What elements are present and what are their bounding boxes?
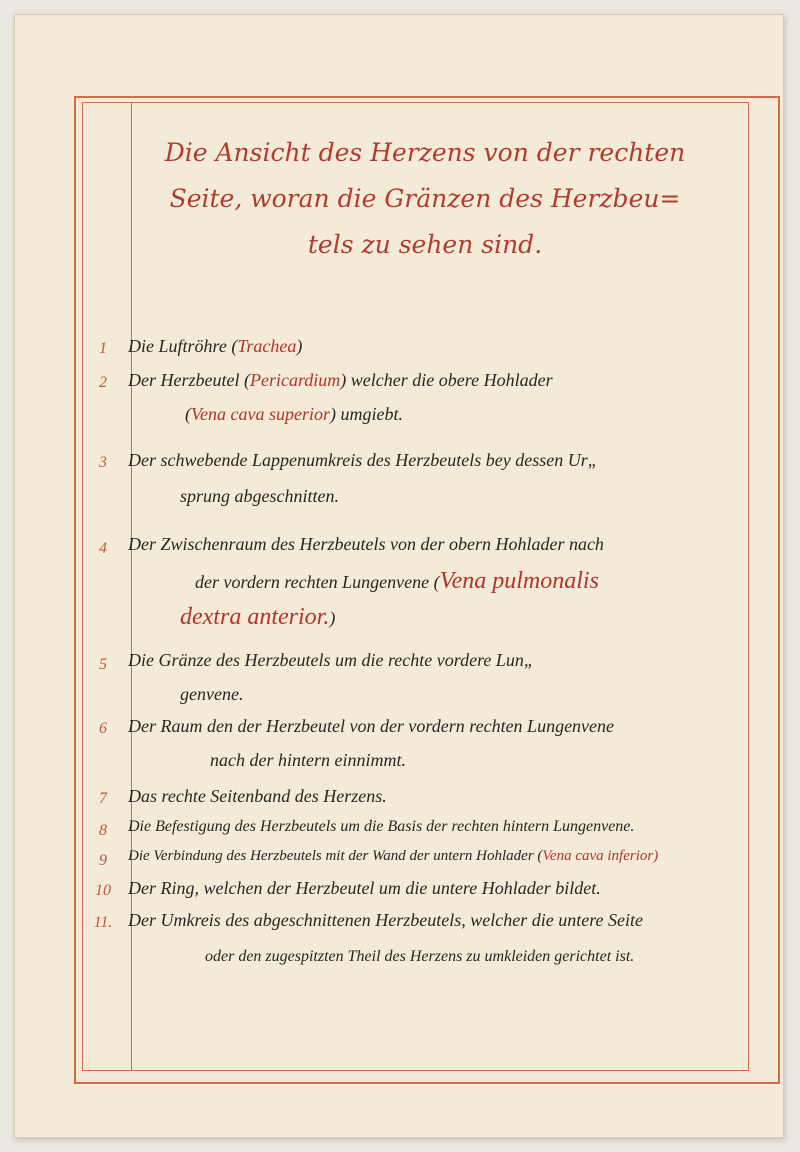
item-text: Die Luftröhre ( bbox=[128, 336, 238, 356]
item-text: Der schwebende Lappenumkreis des Herzbeutels bey dessen Ur„ bbox=[128, 450, 598, 470]
item-text: ) bbox=[296, 336, 303, 356]
list-item bbox=[128, 336, 302, 357]
item-text: oder den zugespitzten Theil des Herzens zu umkleiden gerichtet ist. bbox=[205, 948, 635, 965]
list-item-continuation bbox=[180, 684, 243, 705]
title-line: tels zu sehen sind. bbox=[307, 230, 543, 259]
title-line: Seite, woran die Gränzen des Herzbeu= bbox=[169, 184, 681, 213]
list-item-continuation bbox=[205, 948, 634, 966]
item-text: Die Befestigung des Herzbeutels um die Basis der rechten hintern Lungenvene. bbox=[128, 818, 635, 835]
item-number: 3 bbox=[99, 454, 107, 471]
latin-term: Trachea bbox=[237, 336, 297, 356]
list-item-continuation bbox=[185, 404, 403, 425]
list-item-continuation bbox=[210, 750, 406, 771]
item-number: 10 bbox=[95, 882, 111, 899]
item-number: 2 bbox=[99, 374, 107, 391]
latin-term: Pericardium bbox=[249, 370, 341, 390]
page-title bbox=[140, 130, 710, 268]
list-item-continuation bbox=[180, 486, 339, 507]
item-text: ) umgiebt. bbox=[329, 404, 403, 424]
item-text: Der Raum den der Herzbeutel von der vordern rechten Lungenvene bbox=[128, 716, 615, 736]
item-text: ) bbox=[329, 608, 336, 628]
latin-term: Vena cava superior bbox=[191, 404, 330, 424]
item-text: genvene. bbox=[180, 684, 244, 704]
item-number: 6 bbox=[99, 720, 107, 737]
item-number: 5 bbox=[99, 656, 107, 673]
item-text: Das rechte Seitenband des Herzens. bbox=[128, 786, 387, 806]
list-item bbox=[128, 848, 658, 865]
latin-term: dextra anterior. bbox=[180, 604, 330, 630]
item-text: Der Herzbeutel ( bbox=[128, 370, 250, 390]
item-text: ) bbox=[653, 848, 659, 864]
list-item bbox=[128, 650, 534, 671]
item-text: sprung abgeschnitten. bbox=[180, 486, 339, 506]
item-text: Der Umkreis des abgeschnittenen Herzbeutels, welcher die untere Seite bbox=[128, 910, 644, 930]
title-line: Die Ansicht des Herzens von der rechten bbox=[164, 138, 686, 167]
item-text: Der Zwischenraum des Herzbeutels von der obern Hohlader nach bbox=[128, 534, 604, 554]
item-text: der vordern rechten Lungenvene ( bbox=[195, 572, 440, 592]
list-item bbox=[128, 716, 614, 737]
list-item bbox=[128, 878, 601, 899]
list-item bbox=[128, 786, 387, 807]
list-item-continuation bbox=[180, 604, 335, 631]
item-text: nach der hintern einnimmt. bbox=[210, 750, 406, 770]
item-number: 9 bbox=[99, 852, 107, 869]
item-number: 4 bbox=[99, 540, 107, 557]
item-text: Der Ring, welchen der Herzbeutel um die untere Hohlader bildet. bbox=[128, 878, 601, 898]
item-text: ) welcher die obere Hohlader bbox=[340, 370, 553, 390]
item-number: 7 bbox=[99, 790, 107, 807]
item-text: ( bbox=[185, 404, 191, 424]
list-item bbox=[128, 818, 634, 836]
item-text: Die Verbindung des Herzbeutels mit der Wand der untern Hohlader ( bbox=[128, 848, 543, 864]
list-item bbox=[128, 534, 604, 555]
latin-term: Vena pulmonalis bbox=[439, 568, 599, 594]
latin-term: Vena cava inferior bbox=[542, 848, 654, 864]
list-item bbox=[128, 910, 643, 931]
item-number: 8 bbox=[99, 822, 107, 839]
list-item bbox=[128, 370, 553, 391]
item-text: Die Gränze des Herzbeutels um die rechte vordere Lun„ bbox=[128, 650, 534, 670]
item-number: 1 bbox=[99, 340, 107, 357]
list-item-continuation bbox=[195, 568, 599, 595]
item-number: 11. bbox=[93, 914, 113, 931]
list-item bbox=[128, 450, 598, 471]
